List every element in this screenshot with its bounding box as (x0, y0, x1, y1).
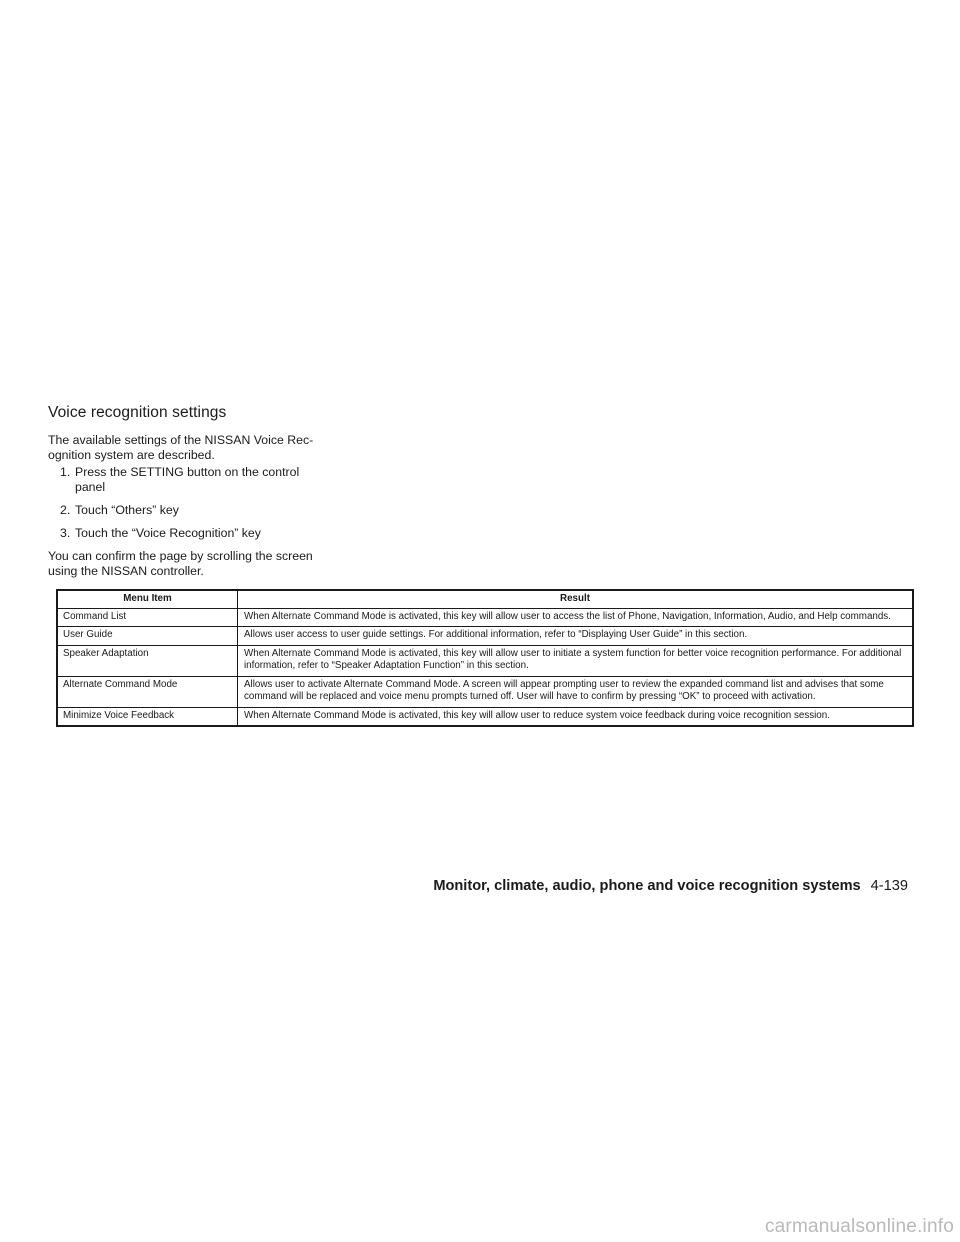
settings-table (56, 589, 914, 727)
table-row (57, 627, 913, 646)
step-number: 2. (60, 503, 71, 517)
table-row (57, 676, 913, 707)
result-cell: When Alternate Command Mode is activated, this key will allow user to access the list of Phone, Navigation, Information, Audio, and Help commands. (238, 608, 914, 627)
outro-paragraph: You can confirm the page by scrolling the screen using the NISSAN controller. (48, 549, 313, 578)
menu-item-cell: Speaker Adaptation (57, 645, 238, 676)
header-menu-item: Menu Item (57, 590, 238, 608)
intro-paragraph: The available settings of the NISSAN Voice Rec- ognition system are described. (48, 433, 314, 462)
result-cell: Allows user access to user guide settings. For additional information, refer to “Displaying User Guide” in this section. (238, 627, 914, 646)
page-number: 4-139 (870, 878, 908, 894)
table-row (57, 645, 913, 676)
step-item (48, 526, 330, 541)
step-item (48, 503, 330, 518)
watermark: carmanualsonline.info (764, 1216, 954, 1237)
result-cell: Allows user to activate Alternate Command Mode. A screen will appear prompting user to review the expanded command list and advises that some command will be replaced and voice menu prompts turned off. User will have to confirm by pressing “OK” to proceed with activation. (238, 676, 914, 707)
settings-section (48, 403, 330, 579)
step-text: Touch the “Voice Recognition” key (75, 526, 261, 540)
result-cell: When Alternate Command Mode is activated, this key will allow user to reduce system voice feedback during voice recognition session. (238, 707, 914, 726)
header-result: Result (238, 590, 914, 608)
chapter-title: Monitor, climate, audio, phone and voice recognition systems (433, 878, 861, 894)
section-title: Voice recognition settings (48, 404, 227, 421)
menu-item-cell: Command List (57, 608, 238, 627)
table-row (57, 608, 913, 627)
step-item (48, 465, 330, 495)
table-row (57, 707, 913, 726)
menu-item-cell: User Guide (57, 627, 238, 646)
table-header-row (57, 590, 913, 608)
steps-list (48, 465, 330, 541)
step-text: Touch “Others” key (75, 503, 179, 517)
result-cell: When Alternate Command Mode is activated, this key will allow user to initiate a system function for better voice recognition performance. For additional information, refer to “Speaker Adaptation Function” in this section. (238, 645, 914, 676)
step-number: 1. (60, 465, 71, 479)
step-number: 3. (60, 526, 71, 540)
step-text: Press the SETTING button on the control panel (75, 465, 300, 494)
menu-item-cell: Alternate Command Mode (57, 676, 238, 707)
menu-item-cell: Minimize Voice Feedback (57, 707, 238, 726)
page-footer (433, 877, 908, 895)
